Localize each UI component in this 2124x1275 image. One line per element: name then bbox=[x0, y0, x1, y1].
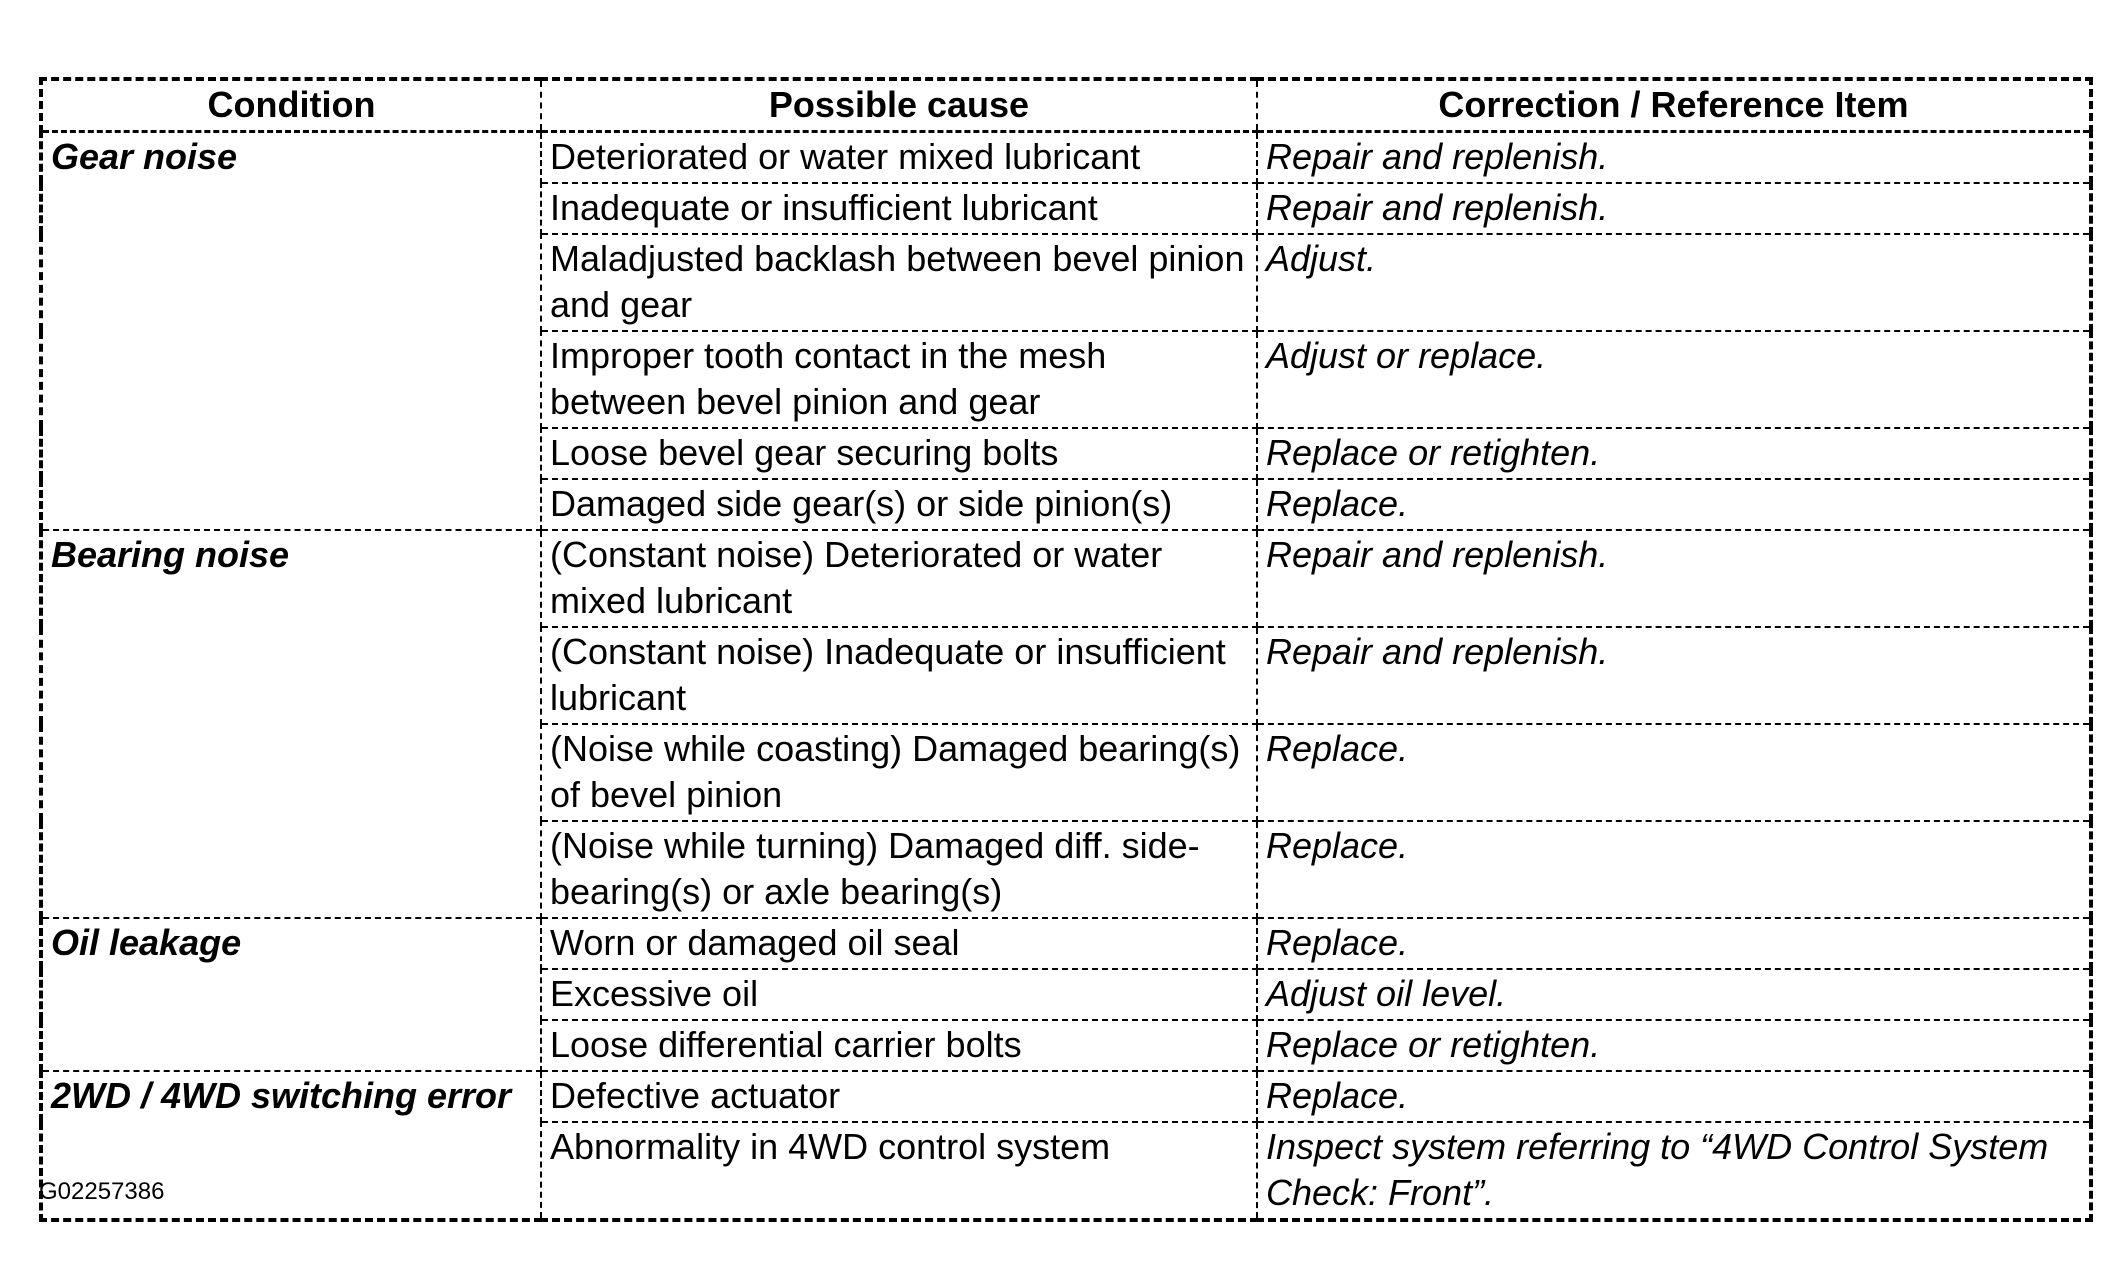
correction-cell: Replace or retighten. bbox=[1257, 1020, 2091, 1071]
correction-cell: Repair and replenish. bbox=[1257, 183, 2091, 234]
cause-cell: (Constant noise) Deteriorated or water mixed lubricant bbox=[541, 530, 1257, 627]
figure-id: G02257386 bbox=[39, 1178, 165, 1205]
cause-cell: Maladjusted backlash between bevel pinion and gear bbox=[541, 234, 1257, 331]
header-row bbox=[41, 79, 2091, 132]
correction-cell: Repair and replenish. bbox=[1257, 627, 2091, 724]
correction-cell: Replace. bbox=[1257, 1071, 2091, 1122]
table-row bbox=[41, 530, 2091, 627]
cause-cell: Improper tooth contact in the mesh between bevel pinion and gear bbox=[541, 331, 1257, 428]
cause-cell: Worn or damaged oil seal bbox=[541, 918, 1257, 969]
cause-cell: Excessive oil bbox=[541, 969, 1257, 1020]
cause-cell: (Noise while turning) Damaged diff. side-bearing(s) or axle bearing(s) bbox=[541, 821, 1257, 918]
correction-cell: Adjust. bbox=[1257, 234, 2091, 331]
table-row bbox=[41, 1071, 2091, 1122]
condition-cell: 2WD / 4WD switching error bbox=[41, 1071, 541, 1220]
diagnosis-table-wrapper bbox=[39, 77, 2089, 1222]
correction-cell: Replace. bbox=[1257, 479, 2091, 530]
correction-cell: Replace. bbox=[1257, 918, 2091, 969]
table-row bbox=[41, 918, 2091, 969]
header-condition: Condition bbox=[41, 79, 541, 132]
correction-cell: Inspect system referring to “4WD Control System Check: Front”. bbox=[1257, 1122, 2091, 1220]
header-possible-cause: Possible cause bbox=[541, 79, 1257, 132]
cause-cell: Damaged side gear(s) or side pinion(s) bbox=[541, 479, 1257, 530]
cause-cell: Loose bevel gear securing bolts bbox=[541, 428, 1257, 479]
condition-cell: Oil leakage bbox=[41, 918, 541, 1071]
cause-cell: Deteriorated or water mixed lubricant bbox=[541, 132, 1257, 184]
correction-cell: Repair and replenish. bbox=[1257, 132, 2091, 184]
correction-cell: Adjust or replace. bbox=[1257, 331, 2091, 428]
header-correction: Correction / Reference Item bbox=[1257, 79, 2091, 132]
correction-cell: Adjust oil level. bbox=[1257, 969, 2091, 1020]
diagnosis-table bbox=[39, 77, 2093, 1222]
cause-cell: Abnormality in 4WD control system bbox=[541, 1122, 1257, 1220]
condition-cell: Bearing noise bbox=[41, 530, 541, 918]
condition-cell: Gear noise bbox=[41, 132, 541, 531]
correction-cell: Replace. bbox=[1257, 724, 2091, 821]
table-row bbox=[41, 132, 2091, 184]
correction-cell: Repair and replenish. bbox=[1257, 530, 2091, 627]
cause-cell: Defective actuator bbox=[541, 1071, 1257, 1122]
correction-cell: Replace or retighten. bbox=[1257, 428, 2091, 479]
cause-cell: (Constant noise) Inadequate or insufficient lubricant bbox=[541, 627, 1257, 724]
cause-cell: (Noise while coasting) Damaged bearing(s) of bevel pinion bbox=[541, 724, 1257, 821]
cause-cell: Inadequate or insufficient lubricant bbox=[541, 183, 1257, 234]
cause-cell: Loose differential carrier bolts bbox=[541, 1020, 1257, 1071]
correction-cell: Replace. bbox=[1257, 821, 2091, 918]
